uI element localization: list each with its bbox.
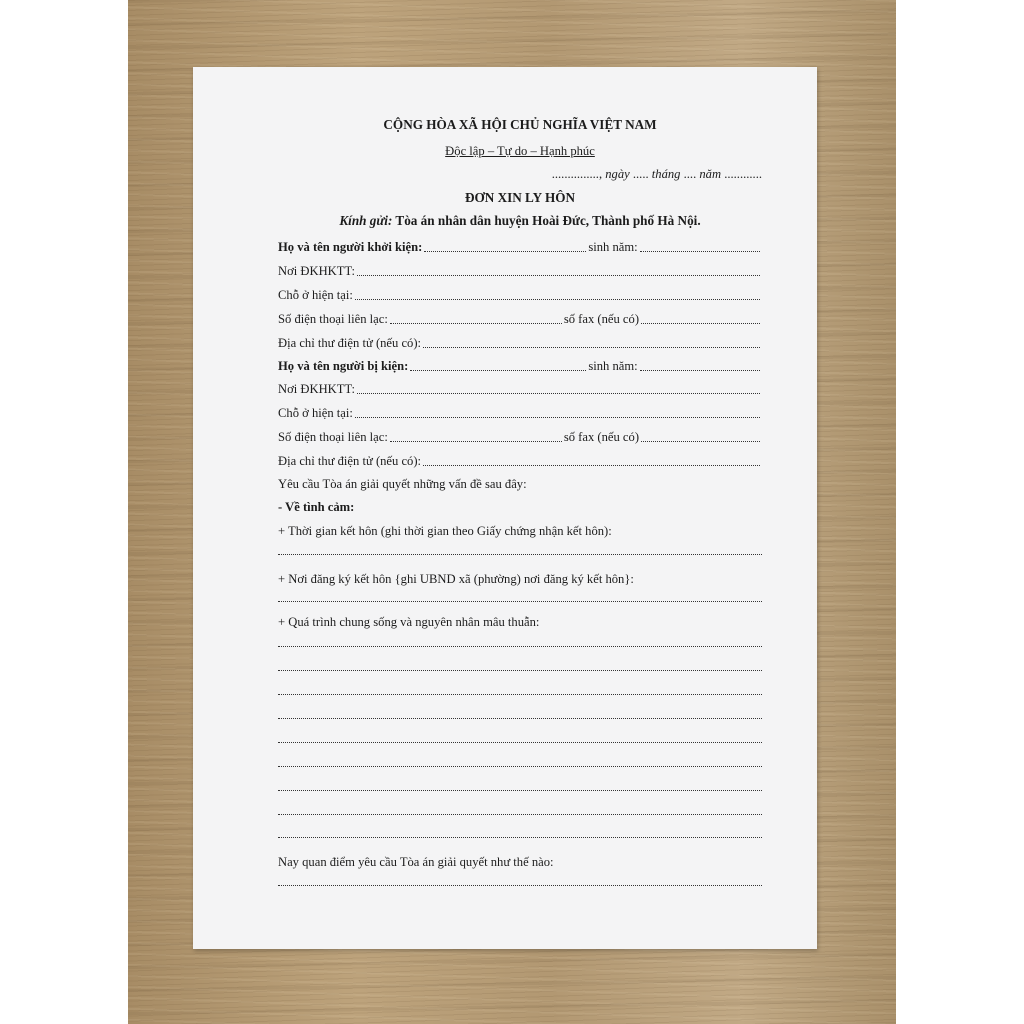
date-month-label: tháng	[651, 167, 681, 181]
defendant-address-blank	[355, 414, 760, 418]
plaintiff-residence-label: Nơi ĐKHKTT:	[278, 264, 356, 278]
plaintiff-address-blank	[355, 296, 760, 300]
defendant-address-field	[278, 404, 762, 421]
defendant-residence-blank	[357, 390, 760, 394]
plaintiff-name-field	[278, 238, 762, 255]
plaintiff-phone-field	[278, 310, 762, 327]
defendant-email-field	[278, 452, 762, 469]
conflict-blank-line	[278, 693, 762, 695]
final-question: Nay quan điểm yêu cầu Tòa án giải quyết như thế nào:	[278, 855, 554, 869]
defendant-name-label: Họ và tên người bị kiện:	[278, 359, 409, 373]
defendant-name-blank	[410, 367, 586, 371]
recipient-name: Tòa án nhân dân huyện Hoài Đức, Thành phố Hà Nội.	[392, 213, 701, 228]
plaintiff-residence-field	[278, 262, 762, 279]
conflict-blank-line	[278, 717, 762, 719]
marriage-place-label: + Nơi đăng ký kết hôn {ghi UBND xã (phường) nơi đăng ký kết hôn}:	[278, 572, 634, 586]
defendant-email-blank	[423, 462, 760, 466]
conflict-blank-line	[278, 669, 762, 671]
conflict-blank-line	[278, 789, 762, 791]
conflict-blank-line	[278, 741, 762, 743]
date-prefix: ...............,	[551, 167, 606, 181]
date-day-label: ngày	[605, 167, 630, 181]
form-title: ĐƠN XIN LY HÔN	[464, 190, 576, 205]
recipient-line	[278, 213, 762, 230]
plaintiff-residence-blank	[357, 272, 760, 276]
defendant-birth-blank	[640, 367, 760, 371]
motto-text: Độc lập – Tự do – Hạnh phúc	[445, 144, 595, 158]
final-answer-blank	[278, 884, 762, 886]
date-year-label: năm	[699, 167, 722, 181]
defendant-phone-label: Số điện thoại liên lạc:	[278, 430, 388, 444]
marriage-time-label: + Thời gian kết hôn (ghi thời gian theo Giấy chứng nhận kết hôn):	[278, 524, 612, 538]
defendant-name-field	[278, 357, 762, 374]
defendant-address-label: Chỗ ở hiện tại:	[278, 406, 353, 420]
marriage-place-blank	[278, 600, 762, 602]
date-line	[278, 166, 762, 183]
conflict-blank-line	[278, 813, 762, 815]
defendant-birth-label: sinh năm:	[588, 359, 638, 373]
defendant-fax-blank	[641, 438, 760, 442]
conflict-blank-line	[278, 836, 762, 838]
conflict-label: + Quá trình chung sống và nguyên nhân mâu thuẫn:	[278, 615, 540, 629]
plaintiff-phone-label: Số điện thoại liên lạc:	[278, 312, 388, 326]
motto-line	[278, 143, 762, 160]
plaintiff-email-field	[278, 334, 762, 351]
defendant-phone-field	[278, 428, 762, 445]
plaintiff-fax-label: số fax (nếu có)	[563, 312, 640, 326]
plaintiff-fax-blank	[641, 320, 760, 324]
plaintiff-birth-label: sinh năm:	[588, 240, 638, 254]
plaintiff-phone-blank	[390, 320, 562, 324]
plaintiff-address-field	[278, 286, 762, 303]
plaintiff-address-label: Chỗ ở hiện tại:	[278, 288, 353, 302]
date-month-blank: ....	[680, 167, 700, 181]
conflict-blank-line	[278, 645, 762, 647]
plaintiff-name-blank	[424, 248, 586, 252]
plaintiff-email-label: Địa chỉ thư điện tử (nếu có):	[278, 336, 422, 350]
request-intro: Yêu cầu Tòa án giải quyết những vấn đề sau đây:	[278, 477, 527, 491]
defendant-email-label: Địa chỉ thư điện tử (nếu có):	[278, 454, 422, 468]
emotion-heading: - Về tình cảm:	[278, 500, 355, 514]
defendant-residence-label: Nơi ĐKHKTT:	[278, 382, 356, 396]
plaintiff-name-label: Họ và tên người khởi kiện:	[278, 240, 423, 254]
plaintiff-birth-blank	[640, 248, 760, 252]
defendant-fax-label: số fax (nếu có)	[563, 430, 640, 444]
date-day-blank: .....	[629, 167, 652, 181]
marriage-time-blank	[278, 553, 762, 555]
date-year-blank: ............	[721, 167, 762, 181]
defendant-phone-blank	[390, 438, 562, 442]
plaintiff-email-blank	[423, 344, 760, 348]
recipient-label: Kính gửi:	[339, 213, 393, 228]
conflict-blank-line	[278, 765, 762, 767]
defendant-residence-field	[278, 380, 762, 397]
country-heading: CỘNG HÒA XÃ HỘI CHỦ NGHĨA VIỆT NAM	[383, 117, 657, 132]
